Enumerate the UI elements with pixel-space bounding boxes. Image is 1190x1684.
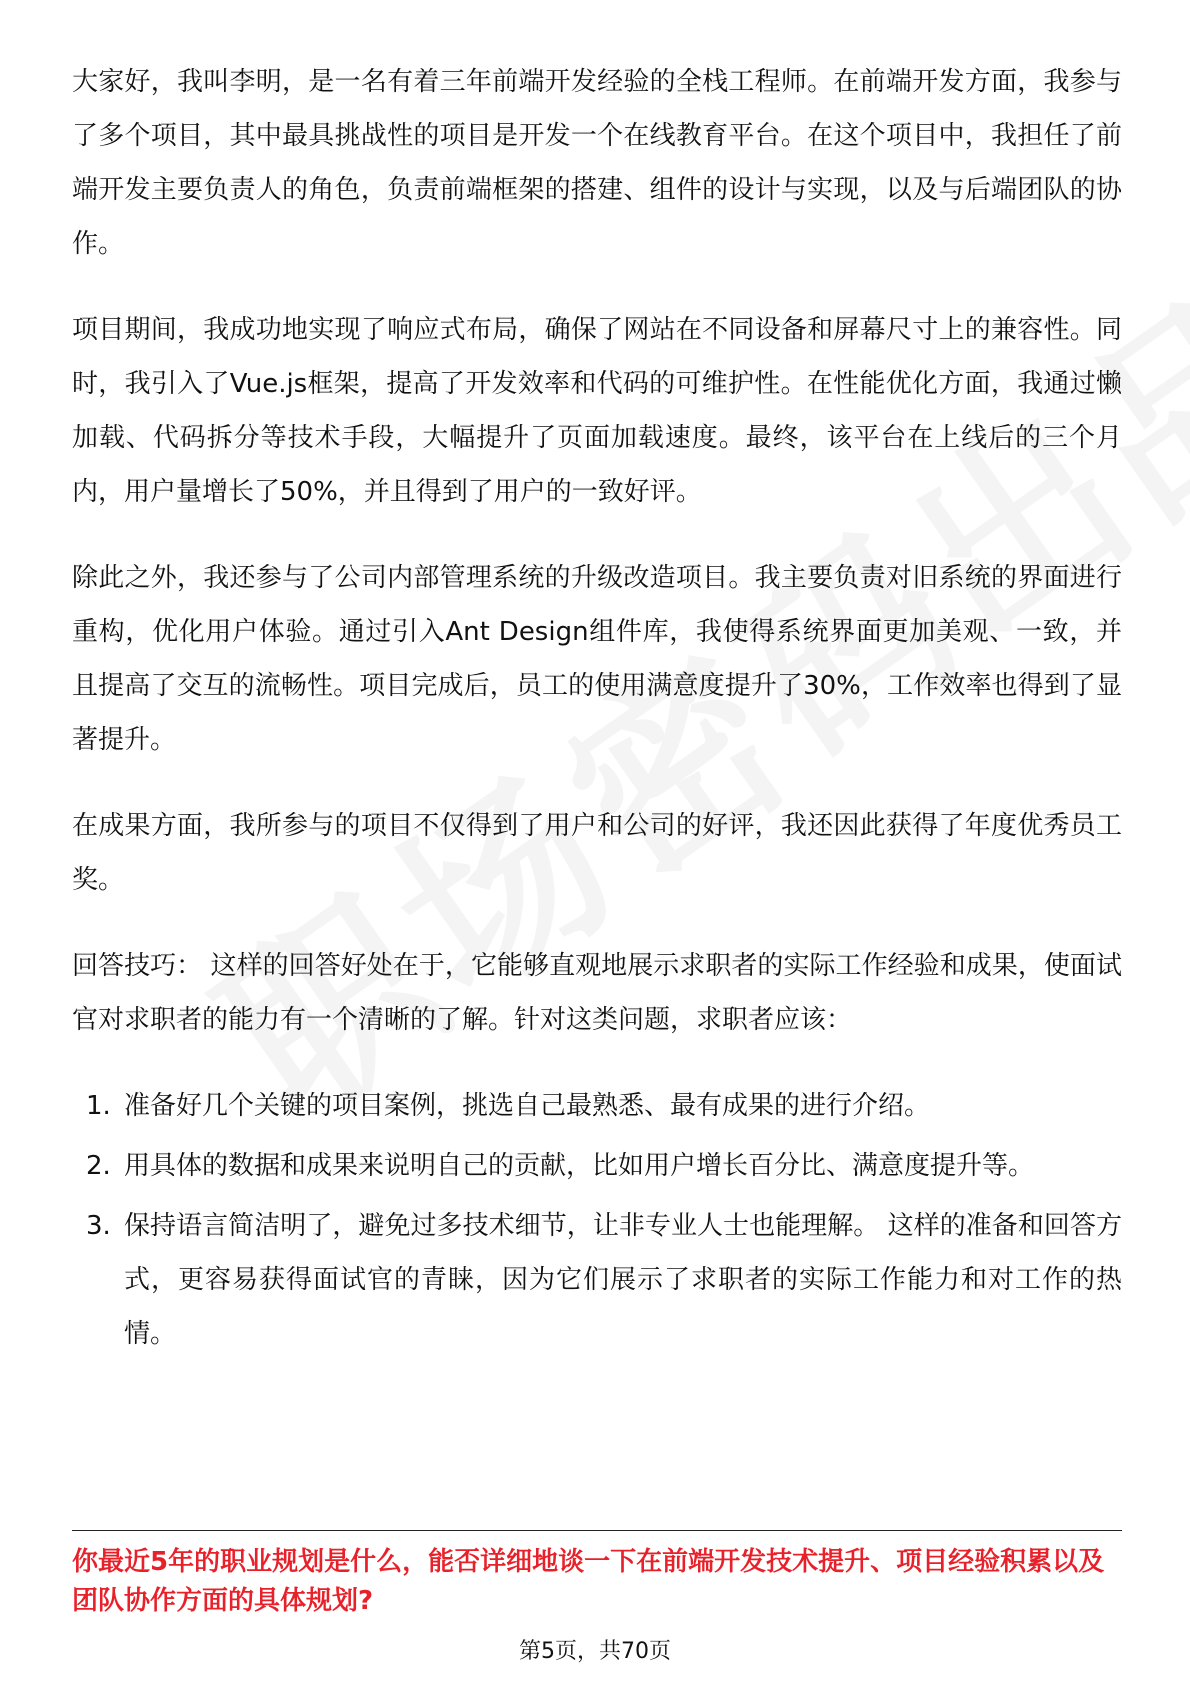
- list-number: 2.: [86, 1151, 111, 1181]
- paragraph-intro: 大家好，我叫李明，是一名有着三年前端开发经验的全栈工程师。在前端开发方面，我参与了多个项目，其中最具挑战性的项目是开发一个在线教育平台。在这个项目中，我担任了前端开发主要负责人的角色，负责前端框架的搭建、组件的设计与实现，以及与后端团队的协作。: [72, 67, 1122, 259]
- paragraph-project-details: 项目期间，我成功地实现了响应式布局，确保了网站在不同设备和屏幕尺寸上的兼容性。同时，我引入了Vue.js框架，提高了开发效率和代码的可维护性。在性能优化方面，我通过懒加载、代码拆分等技术手段，大幅提升了页面加载速度。最终，该平台在上线后的三个月内，用户量增长了50%，并且得到了用户的一致好评。: [72, 315, 1122, 507]
- tips-list: [72, 1079, 1122, 1361]
- list-item-text: 保持语言简洁明了，避免过多技术细节，让非专业人士也能理解。 这样的准备和回答方式，更容易获得面试官的青睐，因为它们展示了求职者的实际工作能力和对工作的热情。: [124, 1211, 1122, 1349]
- paragraph-internal-system: 除此之外，我还参与了公司内部管理系统的升级改造项目。我主要负责对旧系统的界面进行重构，优化用户体验。通过引入Ant Design组件库，我使得系统界面更加美观、一致，并且提高了交互的流畅性。项目完成后，员工的使用满意度提升了30%，工作效率也得到了显著提升。: [72, 563, 1122, 755]
- list-item: [72, 1139, 1122, 1193]
- list-item-text: 用具体的数据和成果来说明自己的贡献，比如用户增长百分比、满意度提升等。: [124, 1151, 1035, 1181]
- list-item-text: 准备好几个关键的项目案例，挑选自己最熟悉、最有成果的进行介绍。: [124, 1091, 931, 1121]
- next-question-heading: 你最近5年的职业规划是什么，能否详细地谈一下在前端开发技术提升、项目经验积累以及团队协作方面的具体规划?: [72, 1547, 1105, 1616]
- page-number-footer: 第5页，共70页: [519, 1639, 671, 1664]
- paragraph-achievements: 在成果方面，我所参与的项目不仅得到了用户和公司的好评，我还因此获得了年度优秀员工奖。: [72, 811, 1122, 895]
- list-number: 3.: [86, 1211, 111, 1241]
- list-item: [72, 1199, 1122, 1361]
- list-number: 1.: [86, 1091, 111, 1121]
- section-divider: [72, 1530, 1122, 1531]
- list-item: [72, 1079, 1122, 1133]
- paragraph-answer-tips: 回答技巧： 这样的回答好处在于，它能够直观地展示求职者的实际工作经验和成果，使面试官对求职者的能力有一个清晰的了解。针对这类问题，求职者应该：: [72, 951, 1122, 1035]
- document-body: [72, 55, 1122, 1367]
